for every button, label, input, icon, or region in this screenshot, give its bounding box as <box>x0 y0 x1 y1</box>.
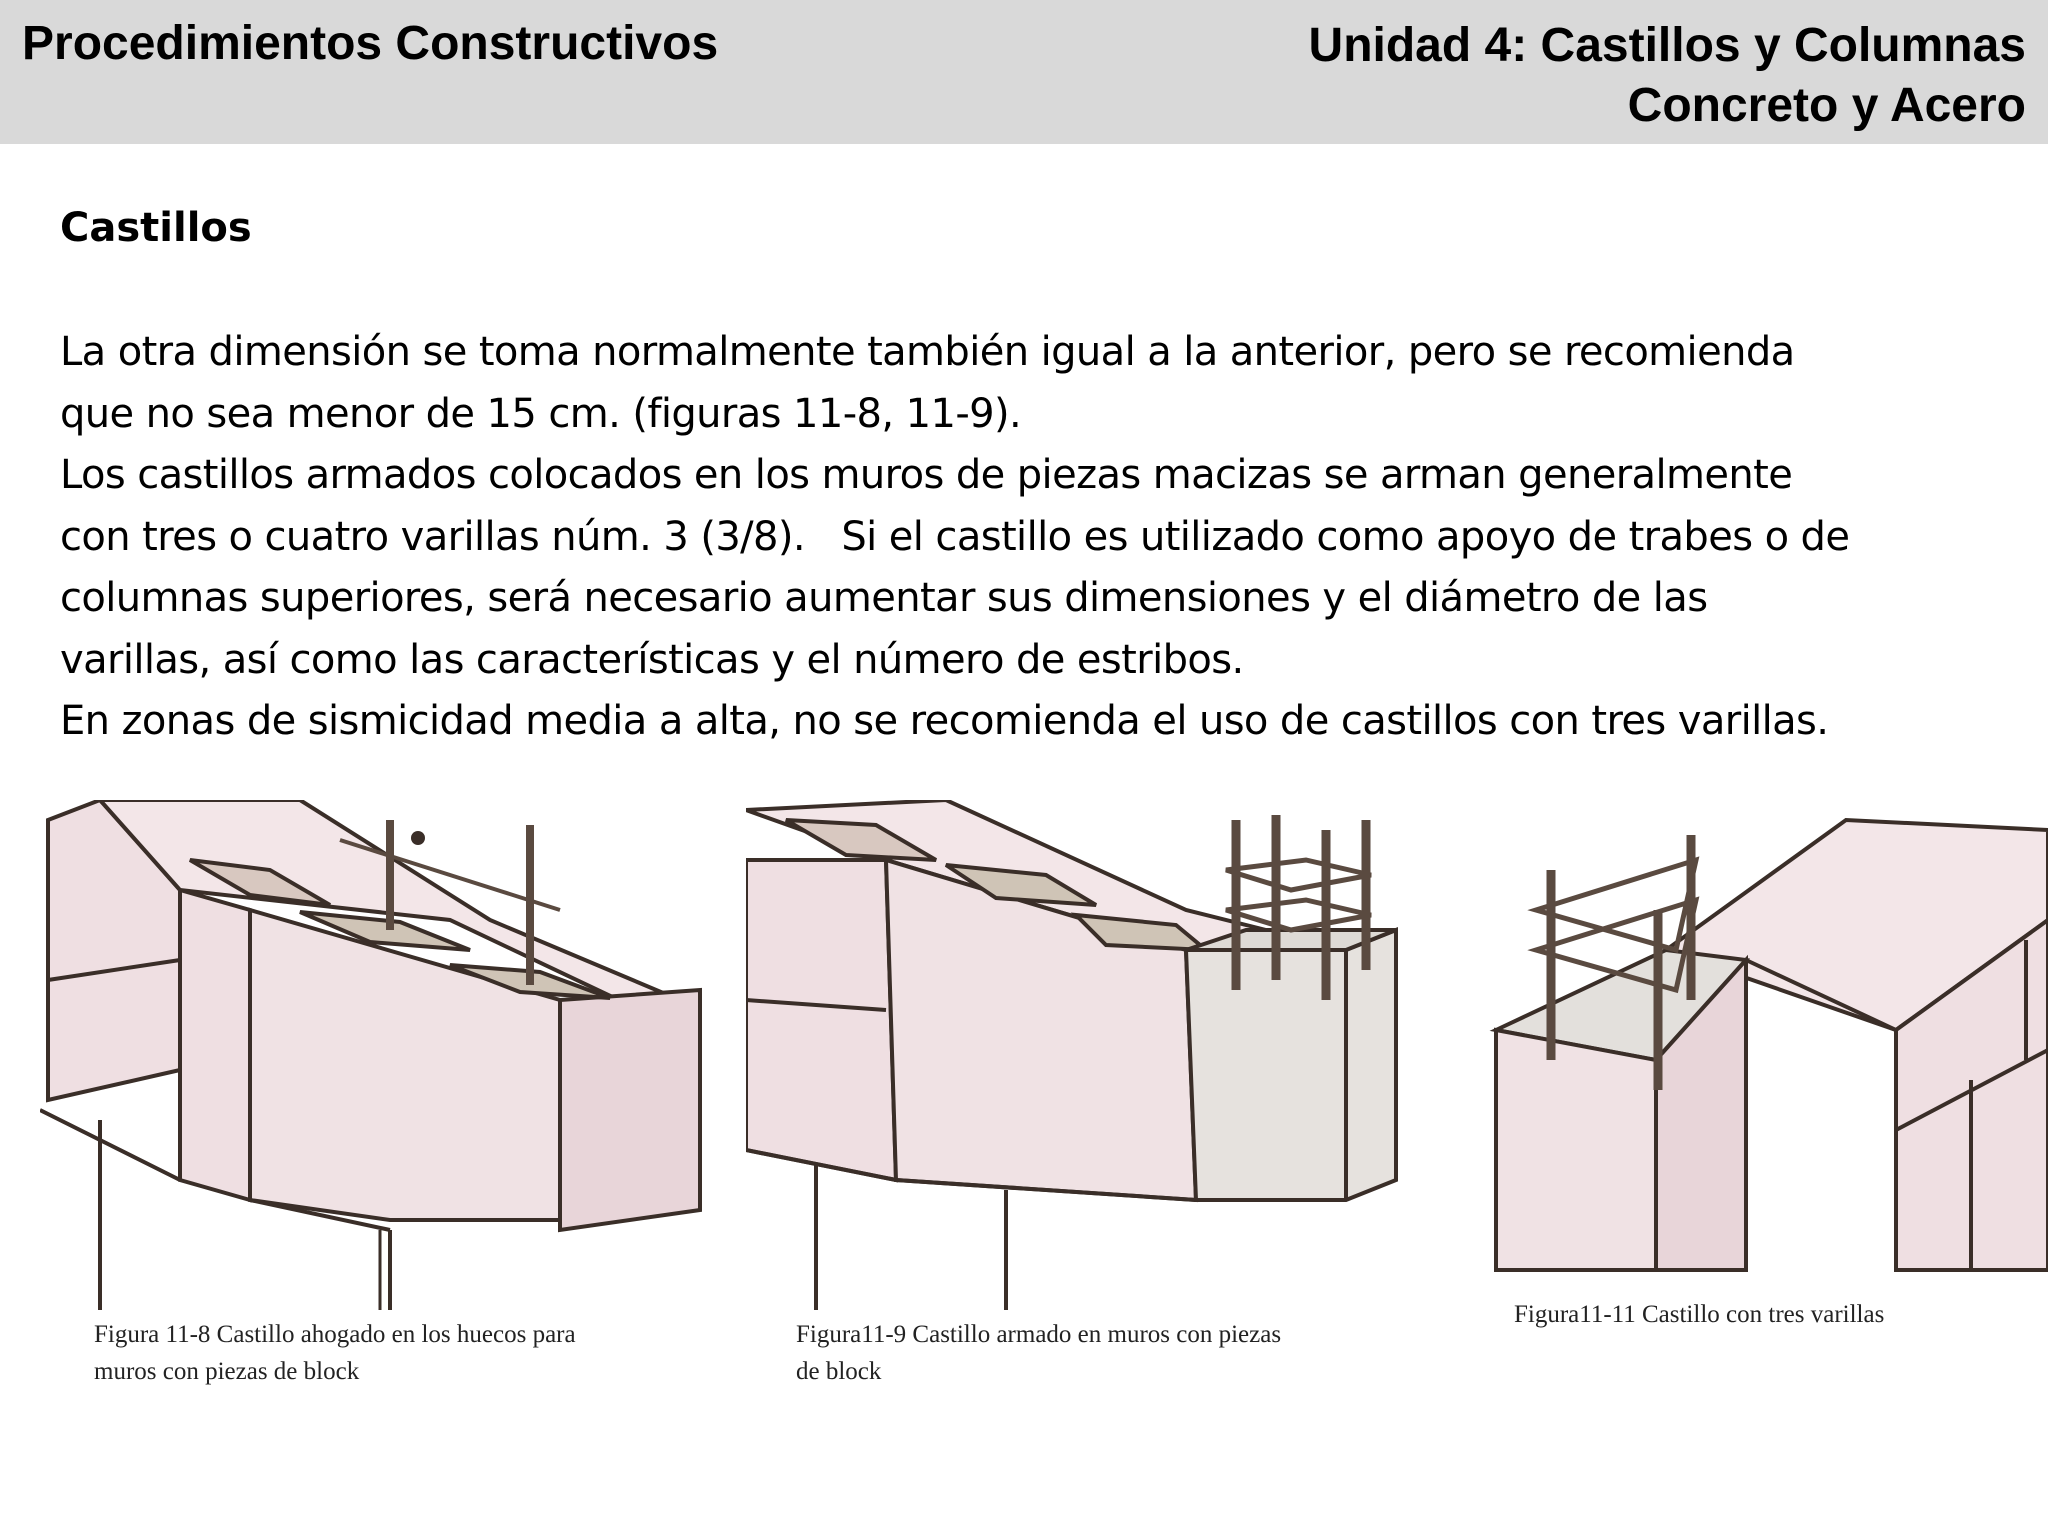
caption-line: de block <box>796 1358 882 1385</box>
unit-title <box>1309 16 2026 136</box>
figure-11-9 <box>746 800 1400 1310</box>
body-line: La otra dimensión se toma normalmente también igual a la anterior, pero se recomienda <box>60 329 1795 375</box>
section-heading: Castillos <box>60 205 252 251</box>
body-line: Los castillos armados colocados en los muros de piezas macizas se arman generalmente <box>60 452 1793 498</box>
body-text <box>60 322 2048 753</box>
slide-header <box>0 0 2048 144</box>
figure-11-9-caption <box>796 1316 1396 1390</box>
body-line: que no sea menor de 15 cm. (figuras 11-8, 11-9). <box>60 390 1022 437</box>
block-wall-reinforced-castillo-illustration <box>746 800 1400 1310</box>
three-bar-castillo-illustration <box>1426 800 2048 1285</box>
figure-11-11 <box>1426 800 2048 1285</box>
unit-title-line-2: Concreto y Acero <box>1627 79 2026 132</box>
body-line: varillas, así como las características y el número de estribos. <box>60 636 1244 683</box>
figure-11-8-caption <box>94 1316 694 1390</box>
figure-11-8 <box>40 800 728 1310</box>
caption-line: Figura11-11 Castillo con tres varillas <box>1514 1301 1885 1328</box>
unit-title-line-1: Unidad 4: Castillos y Columnas <box>1308 19 2026 72</box>
caption-line: muros con piezas de block <box>94 1358 360 1385</box>
body-line: con tres o cuatro varillas núm. 3 (3/8). Si el castillo es utilizado como apoyo de trabes o de <box>60 513 1850 560</box>
body-line: En zonas de sismicidad media a alta, no se recomienda el uso de castillos con tres varillas. <box>60 698 1829 744</box>
figure-11-11-caption <box>1514 1296 2034 1333</box>
block-wall-hollow-core-castillo-illustration <box>40 800 728 1310</box>
course-title: Procedimientos Constructivos <box>22 17 719 70</box>
caption-line: Figura 11-8 Castillo ahogado en los huecos para <box>94 1321 576 1348</box>
body-line: columnas superiores, será necesario aumentar sus dimensiones y el diámetro de las <box>60 575 1708 621</box>
caption-line: Figura11-9 Castillo armado en muros con piezas <box>796 1321 1282 1348</box>
